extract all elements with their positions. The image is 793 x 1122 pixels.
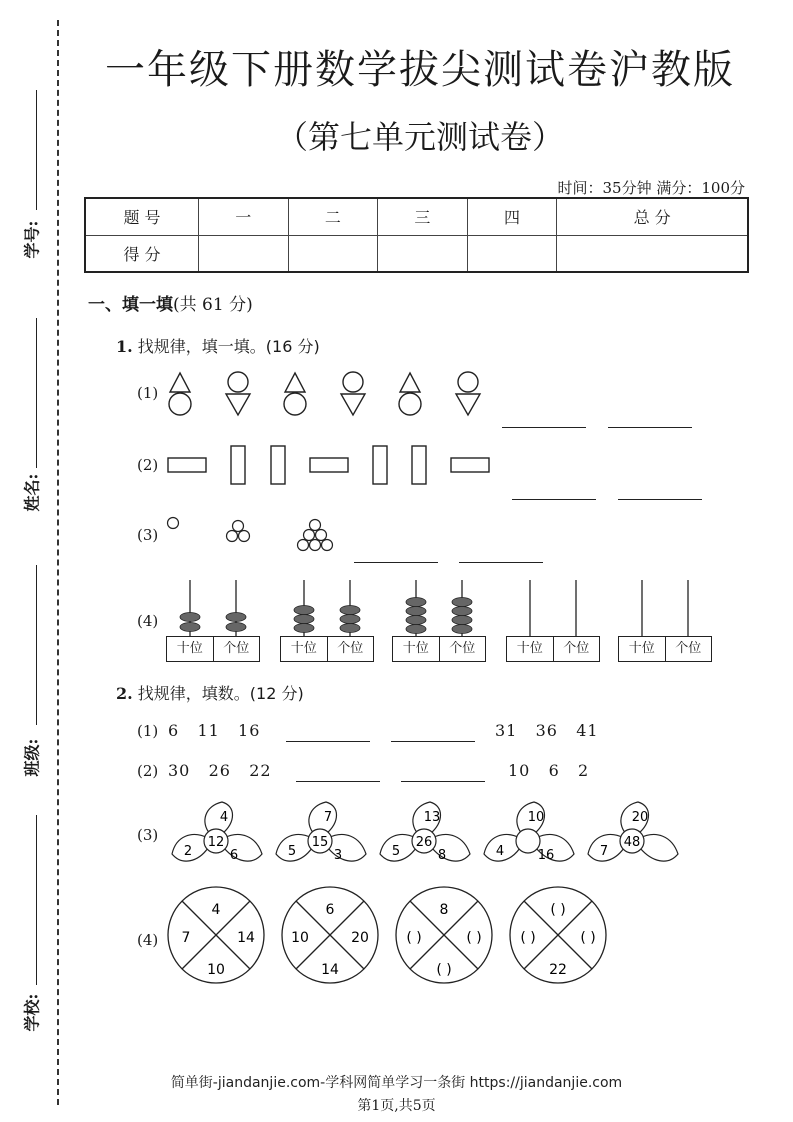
binding-dashed-line (57, 20, 59, 1105)
name-rule (36, 318, 37, 468)
small-circle (168, 518, 179, 529)
small-circle (322, 540, 333, 551)
vertical-rectangle (231, 446, 245, 484)
q1-part3-blank-2[interactable] (459, 562, 543, 563)
circle-left-value: ( ) (406, 930, 422, 946)
question-1 (116, 334, 320, 357)
abacus-place-box (392, 636, 486, 662)
flower-top-number: 7 (323, 810, 333, 825)
bead (452, 598, 472, 607)
q2-seq2-blank-1[interactable] (296, 781, 380, 782)
bead (452, 607, 472, 616)
tens-label: 十位 (619, 637, 666, 661)
bead (226, 623, 246, 632)
class-label: 班级: (22, 738, 42, 777)
q1-part1-label: (1) (137, 384, 159, 402)
circle-puzzles (166, 885, 626, 985)
flower-left-number: 4 (495, 844, 505, 859)
q2-part3-label: (3) (137, 826, 159, 844)
circle-shape (458, 372, 478, 392)
q1-part1-blank-2[interactable] (608, 427, 692, 428)
score-cell: 总 分 (557, 198, 748, 235)
abacus-rods (280, 580, 374, 636)
bead (294, 615, 314, 624)
circle-puzzle-1 (166, 885, 266, 985)
circle-right-value: 20 (351, 930, 369, 946)
triangle-shape (226, 394, 250, 415)
score-cell: 一 (199, 198, 289, 235)
bead (294, 606, 314, 615)
question-1-number: 1. (116, 337, 133, 356)
q1-circle-groups (163, 513, 343, 555)
small-circle (310, 540, 321, 551)
bead (406, 607, 426, 616)
q2-seq2-blank-2[interactable] (401, 781, 485, 782)
ones-label: 个位 (563, 641, 590, 656)
flower-puzzle-3 (378, 800, 474, 872)
circle-shape (399, 393, 421, 415)
footer-page-number: 第1页,共5页 (357, 1098, 436, 1114)
circle-left-value: ( ) (520, 930, 536, 946)
horizontal-rectangle (168, 458, 206, 472)
flower-right-number: 16 (537, 848, 555, 863)
horizontal-rectangle (451, 458, 489, 472)
score-header-row (85, 198, 748, 235)
q2-part1-label: (1) (137, 722, 159, 740)
tens-label: 十位 (167, 637, 214, 661)
abacus-rods (166, 580, 260, 636)
flower-top-number: 20 (631, 810, 649, 825)
circle-shape (284, 393, 306, 415)
q2-seq1-blank-2[interactable] (391, 741, 475, 742)
score-cell: 四 (467, 198, 557, 235)
score-input-cell[interactable] (557, 235, 748, 272)
abacus-rods (618, 580, 712, 636)
q1-part2-blank-1[interactable] (512, 499, 596, 500)
vertical-rectangle (373, 446, 387, 484)
score-input-cell[interactable] (199, 235, 289, 272)
flower-right-number: 6 (229, 848, 239, 863)
abacus-place-box (618, 636, 712, 662)
flower-center-number: 15 (311, 835, 329, 850)
q2-seq1-left: 6 11 16 (168, 721, 261, 740)
flower-left-number: 2 (183, 844, 193, 859)
q2-seq1-blank-1[interactable] (286, 741, 370, 742)
circle-left-value: 10 (291, 930, 309, 946)
bead (406, 598, 426, 607)
score-value-row (85, 235, 748, 272)
score-cell: 得 分 (85, 235, 199, 272)
circle-bottom-value: 14 (321, 962, 339, 978)
circle-right-value: ( ) (466, 930, 482, 946)
bead (406, 616, 426, 625)
q1-part4-label: (4) (137, 612, 159, 630)
flower-center (516, 829, 540, 853)
circle-right-value: 14 (237, 930, 255, 946)
circle-bottom-value: 10 (207, 962, 225, 978)
circle-shape (343, 372, 363, 392)
student-no-label: 学号: (22, 220, 42, 259)
bead (340, 606, 360, 615)
small-circle (233, 521, 244, 532)
flower-right-number: 3 (333, 848, 343, 863)
bead (340, 615, 360, 624)
flower-center-number: 12 (207, 835, 225, 850)
bead (180, 613, 200, 622)
abacus-place-box (166, 636, 260, 662)
circle-left-value: 7 (181, 930, 191, 946)
circle-puzzle-2 (280, 885, 380, 985)
ones-label: 个位 (223, 641, 250, 656)
petal-right (640, 835, 678, 862)
ones-label: 个位 (675, 641, 702, 656)
school-label: 学校: (22, 993, 42, 1032)
score-input-cell[interactable] (288, 235, 378, 272)
small-circle (298, 540, 309, 551)
question-1-text: 找规律，填一填。(16 分) (137, 337, 320, 356)
score-table (84, 197, 749, 273)
question-2-text: 找规律，填数。(12 分) (137, 684, 304, 703)
name-label: 姓名: (22, 473, 42, 512)
q2-part2-label: (2) (137, 762, 159, 780)
ones-label: 个位 (337, 641, 364, 656)
small-circle (227, 531, 238, 542)
bead (406, 625, 426, 634)
abacus-5[interactable] (618, 580, 712, 662)
small-circle (239, 531, 250, 542)
abacus-1 (166, 580, 260, 662)
q1-part3-label: (3) (137, 526, 159, 544)
ones-label: 个位 (449, 641, 476, 656)
vertical-rectangle (271, 446, 285, 484)
triangle-shape (400, 373, 420, 392)
q2-seq2-right: 10 6 2 (508, 761, 590, 780)
section-1-title (88, 290, 253, 315)
q1-part3-blank-1[interactable] (354, 562, 438, 563)
q1-part2-label: (2) (137, 456, 159, 474)
circle-bottom-value: ( ) (436, 962, 452, 978)
abacus-place-box (506, 636, 600, 662)
circle-shape (228, 372, 248, 392)
abacus-place-box (280, 636, 374, 662)
circle-bottom-value: 22 (549, 962, 567, 978)
flower-puzzle-5 (586, 800, 682, 872)
student-no-rule (36, 90, 37, 210)
score-cell: 三 (378, 198, 468, 235)
flower-left-number: 7 (599, 844, 609, 859)
q2-seq2-left: 30 26 22 (168, 761, 272, 780)
bead (226, 613, 246, 622)
flower-puzzle-2 (274, 800, 370, 872)
q2-seq1-right: 31 36 41 (495, 721, 599, 740)
abacus-rods (506, 580, 600, 636)
tens-label: 十位 (393, 637, 440, 661)
flower-left-number: 5 (287, 844, 297, 859)
tens-label: 十位 (281, 637, 328, 661)
q1-shape-pattern (160, 370, 500, 420)
circle-top-value: 4 (211, 902, 221, 918)
flower-right-number: 8 (437, 848, 447, 863)
abacus-4[interactable] (506, 580, 600, 662)
footer-website: 简单街-jiandanjie.com-学科网简单学习一条街 https://jiandanjie.com (170, 1075, 623, 1091)
circle-puzzle-3 (394, 885, 494, 985)
circle-right-value: ( ) (580, 930, 596, 946)
triangle-shape (456, 394, 480, 415)
horizontal-rectangle (310, 458, 348, 472)
circle-puzzle-4 (508, 885, 608, 985)
triangle-shape (285, 373, 305, 392)
school-rule (36, 815, 37, 985)
circle-top-value: ( ) (550, 902, 566, 918)
flower-puzzle-4 (482, 800, 578, 872)
q1-rectangle-pattern (165, 443, 495, 489)
flower-center-number: 26 (415, 835, 433, 850)
tens-label: 十位 (507, 637, 554, 661)
small-circle (304, 530, 315, 541)
bead (452, 625, 472, 634)
section-1-name: 一、填一填 (88, 295, 173, 315)
question-2-number: 2. (116, 684, 133, 703)
circle-top-value: 8 (439, 902, 449, 918)
page-title: 一年级下册数学拔尖测试卷沪教版 (105, 47, 735, 93)
class-rule (36, 565, 37, 725)
time-info: 时间：35分钟 满分：100分 (557, 179, 745, 197)
flower-puzzles (170, 800, 690, 872)
flower-center-number: 48 (623, 835, 641, 850)
small-circle (310, 520, 321, 531)
question-2 (116, 681, 304, 704)
triangle-shape (170, 373, 190, 392)
vertical-rectangle (412, 446, 426, 484)
flower-puzzle-1 (170, 800, 266, 872)
circle-shape (169, 393, 191, 415)
flower-top-number: 4 (219, 810, 229, 825)
score-input-cell[interactable] (378, 235, 468, 272)
abacus-rods (392, 580, 486, 636)
bead (180, 623, 200, 632)
q2-part4-label: (4) (137, 931, 159, 949)
triangle-shape (341, 394, 365, 415)
score-cell: 二 (288, 198, 378, 235)
section-1-points: (共 61 分) (173, 295, 253, 315)
small-circle (316, 530, 327, 541)
bead (452, 616, 472, 625)
circle-top-value: 6 (325, 902, 335, 918)
page-subtitle: （第七单元测试卷） (275, 118, 564, 156)
bead (340, 624, 360, 633)
score-cell: 题 号 (85, 198, 199, 235)
flower-top-number: 10 (527, 810, 545, 825)
abacus-3 (392, 580, 486, 662)
bead (294, 624, 314, 633)
q1-part1-blank-1[interactable] (502, 427, 586, 428)
flower-top-number: 13 (423, 810, 441, 825)
score-input-cell[interactable] (467, 235, 557, 272)
flower-left-number: 5 (391, 844, 401, 859)
abacus-2 (280, 580, 374, 662)
q1-part2-blank-2[interactable] (618, 499, 702, 500)
